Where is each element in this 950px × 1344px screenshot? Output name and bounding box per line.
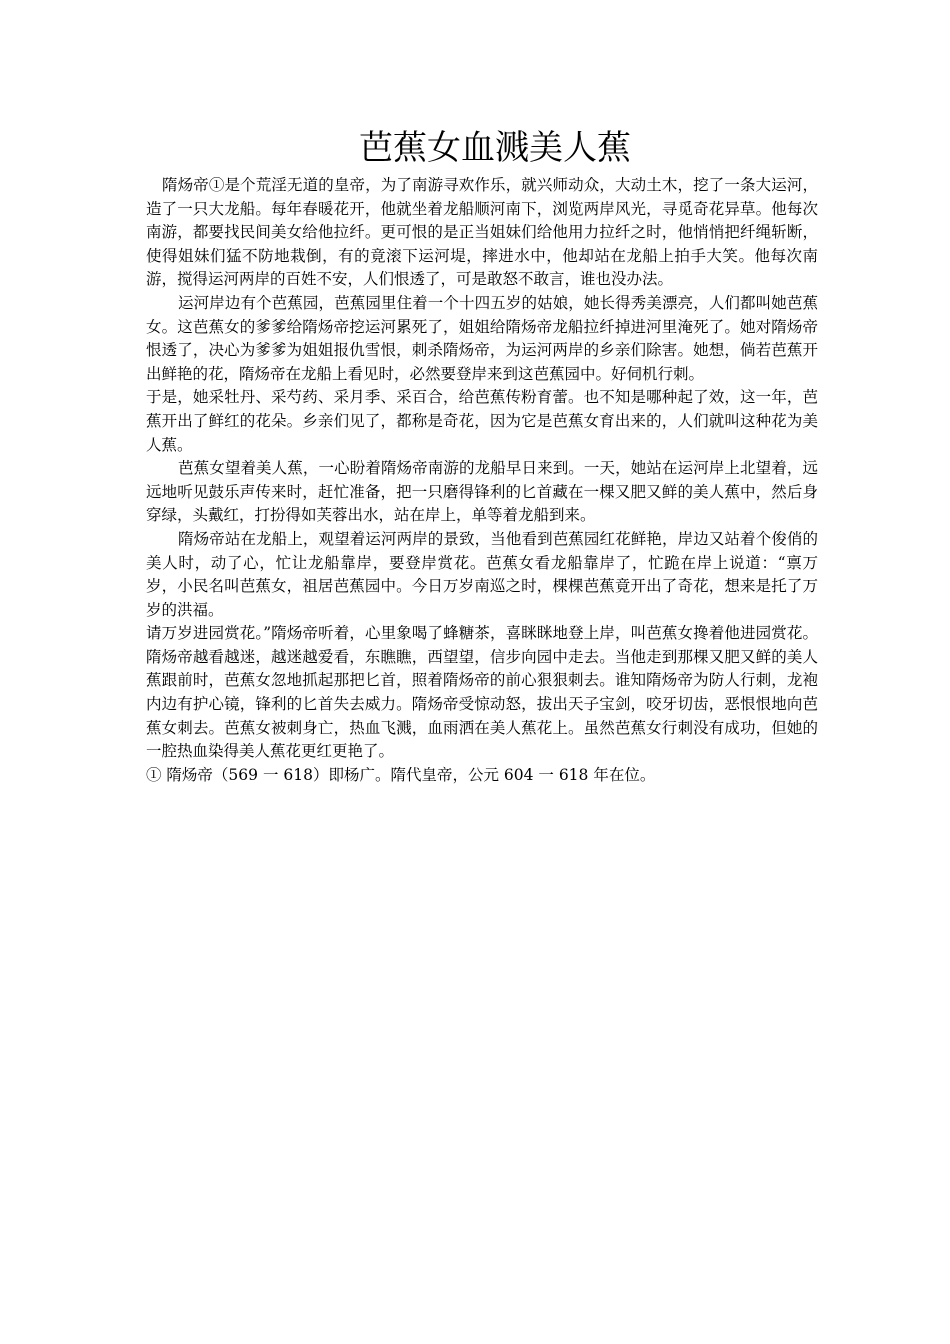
document-title: 芭蕉女血溅美人蕉 — [359, 128, 631, 168]
document-body — [146, 174, 818, 787]
paragraph-4: 芭蕉女望着美人蕉，一心盼着隋炀帝南游的龙船早日来到。一天，她站在运河岸上北望着，远远地听见鼓乐声传来时，赶忙准备，把一只磨得锋利的匕首藏在一棵又肥又鲜的美人蕉中，然后身穿绿，头戴红，打扮得如芙蓉出水，站在岸上，单等着龙船到来。 — [146, 459, 818, 525]
footnote: ① 隋炀帝（569 一 618）即杨广。隋代皇帝，公元 604 一 618 年在位。 — [146, 765, 656, 784]
paragraph-2: 运河岸边有个芭蕉园，芭蕉园里住着一个十四五岁的姑娘，她长得秀美漂亮，人们都叫她芭蕉女。这芭蕉女的爹爹给隋炀帝挖运河累死了，姐姐给隋炀帝龙船拉纤掉进河里淹死了。她对隋炀帝恨透了，决心为爹爹为姐姐报仇雪恨，刺杀隋炀帝，为运河两岸的乡亲们除害。她想，倘若芭蕉开出鲜艳的花，隋炀帝在龙船上看见时，必然要登岸来到这芭蕉园中。好伺机行刺。 — [146, 293, 818, 383]
paragraph-6: 请万岁进园赏花。”隋炀帝听着，心里象喝了蜂糖茶，喜眯眯地登上岸，叫芭蕉女搀着他进园赏花。隋炀帝越看越迷，越迷越爱看，东瞧瞧，西望望，信步向园中走去。当他走到那棵又肥又鲜的美人蕉跟前时，芭蕉女忽地抓起那把匕首，照着隋炀帝的前心狠狠刺去。谁知隋炀帝为防人行刺，龙袍内边有护心镜，锋利的匕首失去威力。隋炀帝受惊动怒，拔出天子宝剑，咬牙切齿，恶恨恨地向芭蕉女刺去。芭蕉女被刺身亡，热血飞溅，血雨洒在美人蕉花上。虽然芭蕉女行刺没有成功，但她的一腔热血染得美人蕉花更红更艳了。 — [146, 624, 818, 761]
paragraph-1: 隋炀帝①是个荒淫无道的皇帝，为了南游寻欢作乐，就兴师动众，大动土木，挖了一条大运河，造了一只大龙船。每年春暖花开，他就坐着龙船顺河南下，浏览两岸风光，寻觅奇花异草。他每次南游，都要找民间美女给他拉纤。更可恨的是正当姐妹们给他用力拉纤之时，他悄悄把纤绳斩断，使得姐妹们猛不防地栽倒，有的竟滚下运河堤，摔进水中，他却站在龙船上拍手大笑。他每次南游，搅得运河两岸的百姓不安，人们恨透了，可是敢怒不敢言，谁也没办法。 — [146, 176, 818, 289]
paragraph-3: 于是，她采牡丹、采芍药、采月季、采百合，给芭蕉传粉育蕾。也不知是哪种起了效，这一年，芭蕉开出了鲜红的花朵。乡亲们见了，都称是奇花，因为它是芭蕉女育出来的，人们就叫这种花为美人蕉。 — [146, 388, 818, 454]
paragraph-5: 隋炀帝站在龙船上，观望着运河两岸的景致，当他看到芭蕉园红花鲜艳，岸边又站着个俊俏的美人时，动了心，忙让龙船靠岸，要登岸赏花。芭蕉女看龙船靠岸了，忙跪在岸上说道：“禀万岁，小民名叫芭蕉女，祖居芭蕉园中。今日万岁南巡之时，棵棵芭蕉竟开出了奇花，想来是托了万岁的洪福。 — [146, 529, 818, 619]
